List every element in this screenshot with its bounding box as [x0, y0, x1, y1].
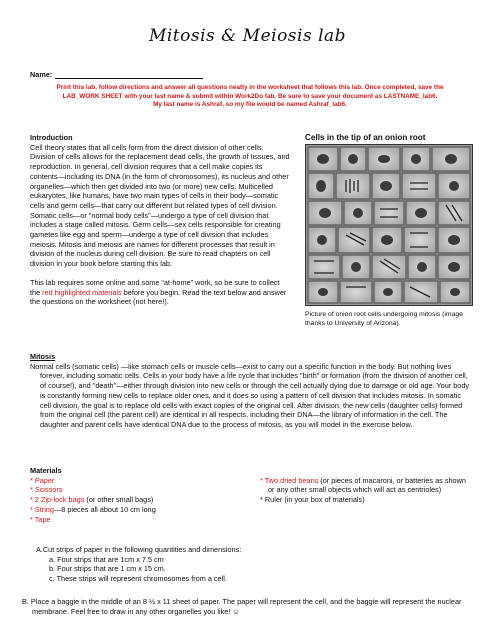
materials-section [30, 466, 470, 524]
step-a-item: c. These strips will represent chromosomes from a cell. [49, 574, 227, 584]
figure-title: Cells in the tip of an onion root [305, 133, 426, 142]
material-item [30, 485, 260, 495]
material-name: * Tape [30, 514, 51, 524]
name-label: Name: [30, 70, 53, 79]
step-a-intro: A.Cut strips of paper in the following quantities and dimensions: [36, 545, 242, 554]
material-detail: (or pieces of macaroni, or batteries as shown or any other small objects which will act as centrioles) [268, 475, 466, 495]
material-name: * String [30, 504, 54, 514]
material-item [260, 495, 470, 505]
name-blank-line [55, 71, 203, 79]
mitosis-heading: Mitosis [30, 352, 56, 361]
material-item [30, 515, 260, 525]
instructions-line-3: My last name is Ashraf, so my file would be named Ashraf_lab6. [153, 101, 347, 108]
procedure-step-b: B. Place a baggie in the middle of an 8 ½ x 11 sheet of paper. The paper will represent the cell, and the baggie will represent the nuclear membrane. Feel free to draw in any other organelles you like! ☺ [22, 597, 462, 616]
material-detail: * Ruler (in your box of materials) [260, 495, 365, 505]
instructions-note [30, 84, 470, 110]
material-item [30, 495, 260, 505]
material-name: * 2 Zip-lock bags [30, 495, 85, 505]
requirements-text-2: before you begin. Read the text below and answer the questions on the worksheet (not here!). [30, 287, 287, 307]
requirements-text-1: This lab requires some online and some “at-home” work, so be sure to collect the [30, 277, 280, 297]
mitosis-section [30, 352, 470, 430]
red-materials-highlight: red highlighted materials [42, 287, 122, 297]
procedure-step-a [36, 545, 476, 584]
material-name: * Scissors [30, 485, 63, 495]
step-a-item: a. Four strips that are 1cm x 7.5 cm [49, 554, 164, 564]
figure-caption: Picture of onion root cells undergoing mitosis (image thanks to University of Arizona). [305, 311, 463, 327]
material-name: * Paper [30, 475, 55, 485]
onion-root-micrograph [305, 144, 473, 306]
materials-list-left [30, 476, 260, 525]
onion-root-figure [305, 133, 473, 328]
material-name: * Two dried beans [260, 475, 319, 485]
material-item [30, 505, 260, 515]
material-detail: (or other small bags) [84, 495, 154, 505]
introduction-paragraph: Cell theory states that all cells form from the direct division of other cells. Division of cells allows for the replacement dead cells, the growth of tissues, and reproduction. In general, cell division requires that a cell make copies its contents—including its DNA (in the form of chromosomes), its nucleus and other organelles—which then get divided into two (or more) new cells. Multicelled eukaryotes, like humans, have two main types of cells in their body—somatic cells and germ cells—that carry out different but related types of cell division. Somatic cells—or "normal body cells"—undergo a type of cell division that includes a stage called mitosis. Germ cells—sex cells responsible for creating gametes like egg and sperm—undergo a type of cell division that includes meiosis. Mitosis and meiosis are names for different processes that result in division of the nucleus during cell division. Be sure to read chapters on cell division in your book before starting this lab. [30, 142, 290, 269]
introduction-heading: Introduction [30, 133, 73, 142]
name-field [30, 70, 203, 79]
material-detail: —8 pieces all about 10 cm long [53, 504, 156, 514]
instructions-line-2: LAB_WORK SHEET with your last name & submit within Work2Do tab. Be sure to save your document as LASTNAME_lab6. [62, 92, 438, 100]
lab-requirements-paragraph [30, 278, 290, 307]
materials-list-right [260, 476, 470, 525]
page-title: Mitosis & Meiosis lab [148, 26, 347, 46]
introduction-section [30, 133, 290, 307]
materials-heading: Materials [30, 466, 62, 475]
instructions-line-1: Print this lab, follow directions and answer all questions neatly in the worksheet that follows this lab. Once completed, save the [56, 84, 444, 91]
step-a-item: b. Four strips that are 1 cm x 15 cm. [49, 564, 166, 574]
material-item [260, 476, 470, 495]
mitosis-paragraph: Normal cells (somatic cells) —like stomach cells or muscle cells—exist to carry out a specific function in the body. But nothing lives forever, including somatic cells. Cells in your body have a life cycle that includes "birth" or formation (from the division of another cell, of course!), and "death"—either through division into new cells or through the cell actually dying due to damage or old age. Your body is constantly forming new cells to replace older ones, and it does so using a pattern of cell division that includes mitosis. In somatic cell division, the goal is to replace old cells with exact copies of the original cell. After division, the new cells (daughter cells) formed from the original cell (the parent cell) are identical in all respects, including their DNA—the library of information in the cell. The daughter and parent cells have identical DNA due to the process of mitosis, as you will model in the exercise below. [30, 361, 470, 429]
material-item [30, 476, 260, 486]
